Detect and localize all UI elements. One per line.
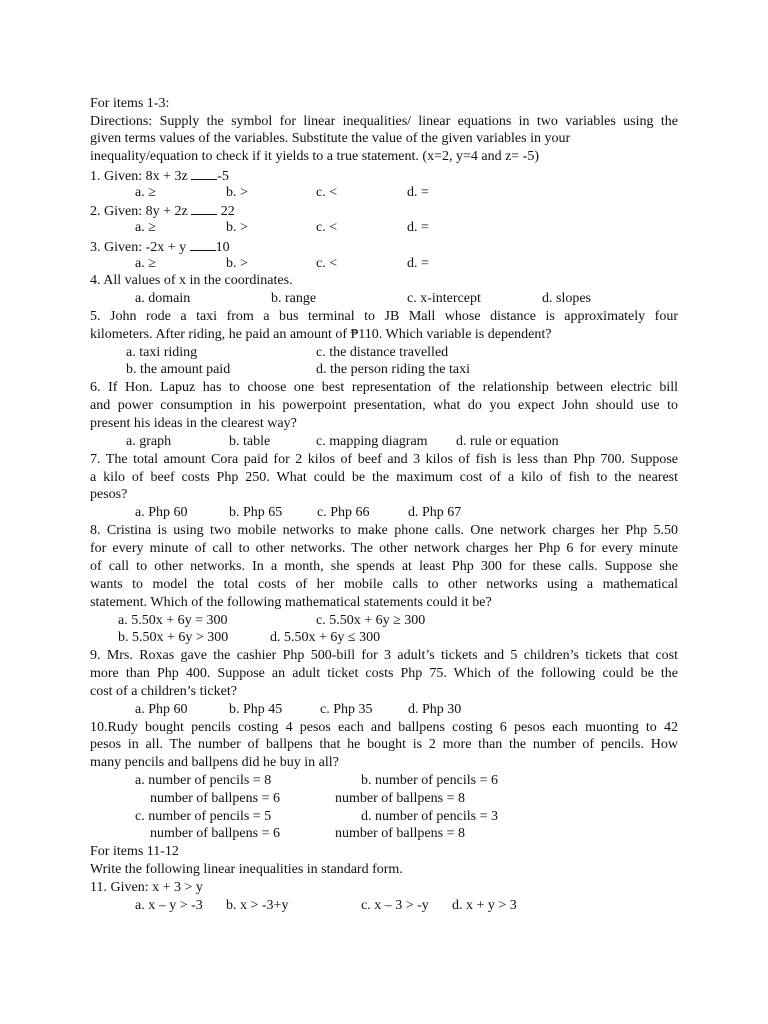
option-c: c. Php 66 bbox=[317, 505, 370, 520]
option-d: d. = bbox=[407, 256, 429, 271]
answer-blank bbox=[191, 201, 217, 215]
option-b: b. Php 45 bbox=[229, 702, 283, 717]
option-b: b. table bbox=[229, 434, 271, 449]
question-9-line-1: 9. Mrs. Roxas gave the cashier Php 500-bill for 3 adult’s tickets and 5 children’s tickets that cost bbox=[90, 648, 678, 663]
question-5-line-2: kilometers. After riding, he paid an amount of ₱110. Which variable is dependent? bbox=[90, 327, 552, 342]
question-9-line-2: more than Php 400. Suppose an adult ticket costs Php 75. Which of the following could be the bbox=[90, 666, 678, 681]
question-3 bbox=[90, 237, 678, 255]
option-a-pencils: a. number of pencils = 8 bbox=[135, 773, 272, 788]
option-c: c. mapping diagram bbox=[316, 434, 428, 449]
question-8-line-2: for every minute of call to other networks. The other network charges her Php 6 for every minute bbox=[90, 541, 678, 556]
option-c-ballpens: number of ballpens = 6 bbox=[150, 826, 280, 841]
question-5-line-1: 5. John rode a taxi from a bus terminal to JB Mall whose distance is approximately four bbox=[90, 309, 678, 324]
option-c: c. x-intercept bbox=[407, 291, 481, 306]
question-8-line-5: statement. Which of the following mathematical statements could it be? bbox=[90, 595, 492, 610]
question-8-line-3: of call to other networks. In a month, she spends at least Php 300 for these calls. Suppose she bbox=[90, 559, 678, 574]
option-d-ballpens: number of ballpens = 8 bbox=[335, 826, 465, 841]
question-10-line-1: 10.Rudy bought pencils costing 4 pesos each and ballpens costing 6 pesos each muonting to 42 bbox=[90, 720, 678, 735]
option-c: c. < bbox=[316, 185, 338, 200]
question-3-given: 3. Given: -2x + y bbox=[90, 240, 190, 255]
option-d-pencils: d. number of pencils = 3 bbox=[361, 809, 498, 824]
option-b: b. > bbox=[226, 220, 248, 235]
option-c-pencils: c. number of pencils = 5 bbox=[135, 809, 272, 824]
question-1-given: 1. Given: 8x + 3z bbox=[90, 169, 192, 184]
question-1 bbox=[90, 166, 678, 184]
option-a: a. ≥ bbox=[135, 256, 156, 271]
items-11-12-directions: Write the following linear inequalities in standard form. bbox=[90, 862, 403, 877]
option-d: d. rule or equation bbox=[456, 434, 559, 449]
directions-line-1: Directions: Supply the symbol for linear inequalities/ linear equations in two variables using the bbox=[90, 114, 678, 129]
option-a-ballpens: number of ballpens = 6 bbox=[150, 791, 280, 806]
question-2 bbox=[90, 201, 678, 219]
option-c: c. Php 35 bbox=[320, 702, 373, 717]
option-a: a. ≥ bbox=[135, 220, 156, 235]
question-7-line-1: 7. The total amount Cora paid for 2 kilos of beef and 3 kilos of fish is less than Php 700. Suppose bbox=[90, 452, 678, 467]
answer-blank bbox=[190, 237, 216, 251]
question-6-line-2: and power consumption in his powerpoint presentation, what do you expect John should use to bbox=[90, 398, 678, 413]
option-b: b. > bbox=[226, 185, 248, 200]
answer-blank bbox=[191, 166, 217, 180]
option-c: c. 5.50x + 6y ≥ 300 bbox=[316, 613, 426, 628]
question-6-line-1: 6. If Hon. Lapuz has to choose one best representation of the relationship between electric bill bbox=[90, 380, 678, 395]
question-2-given: 2. Given: 8y + 2z bbox=[90, 204, 192, 219]
option-a: a. Php 60 bbox=[135, 505, 188, 520]
items-11-12-heading: For items 11-12 bbox=[90, 844, 179, 859]
option-a: a. Php 60 bbox=[135, 702, 188, 717]
option-d: d. slopes bbox=[542, 291, 591, 306]
question-3-value: 10 bbox=[215, 240, 230, 255]
option-c: c. the distance travelled bbox=[316, 345, 449, 360]
option-a: a. taxi riding bbox=[126, 345, 198, 360]
question-4: 4. All values of x in the coordinates. bbox=[90, 273, 293, 288]
question-9-line-3: cost of a children’s ticket? bbox=[90, 684, 237, 699]
question-7-line-3: pesos? bbox=[90, 487, 128, 502]
option-d: d. Php 67 bbox=[408, 505, 462, 520]
option-d: d. Php 30 bbox=[408, 702, 462, 717]
option-a: a. ≥ bbox=[135, 185, 156, 200]
question-8-line-4: wants to model the total costs of her mobile calls to other networks using a mathematical bbox=[90, 577, 678, 592]
directions-line-3: inequality/equation to check if it yields to a true statement. (x=2, y=4 and z= -5) bbox=[90, 149, 540, 164]
question-10-line-3: many pencils and ballpens did he buy in all? bbox=[90, 755, 339, 770]
option-c: c. < bbox=[316, 256, 338, 271]
option-a: a. domain bbox=[135, 291, 191, 306]
option-b-ballpens: number of ballpens = 8 bbox=[335, 791, 465, 806]
question-1-value: -5 bbox=[217, 169, 229, 184]
option-c: c. x – 3 > -y bbox=[361, 898, 429, 913]
question-6-line-3: present his ideas in the clearest way? bbox=[90, 416, 297, 431]
question-7-line-2: a kilo of beef costs Php 250. What could be the maximum cost of a kilo of fish to the nearest bbox=[90, 470, 678, 485]
option-a: a. 5.50x + 6y = 300 bbox=[118, 613, 228, 628]
option-d: d. = bbox=[407, 185, 429, 200]
option-d: d. = bbox=[407, 220, 429, 235]
option-a: a. x – y > -3 bbox=[135, 898, 203, 913]
option-b: b. > bbox=[226, 256, 248, 271]
option-b: b. Php 65 bbox=[229, 505, 283, 520]
option-b-pencils: b. number of pencils = 6 bbox=[361, 773, 498, 788]
question-11: 11. Given: x + 3 > y bbox=[90, 880, 203, 895]
option-b: b. the amount paid bbox=[126, 362, 231, 377]
option-d: d. the person riding the taxi bbox=[316, 362, 470, 377]
option-b: b. 5.50x + 6y > 300 bbox=[118, 630, 229, 645]
directions-line-2: given terms values of the variables. Substitute the value of the given variables in your bbox=[90, 131, 571, 146]
question-2-value: 22 bbox=[217, 204, 235, 219]
option-d: d. x + y > 3 bbox=[452, 898, 517, 913]
option-b: b. range bbox=[271, 291, 317, 306]
option-c: c. < bbox=[316, 220, 338, 235]
option-b: b. x > -3+y bbox=[226, 898, 289, 913]
items-1-3-heading: For items 1-3: bbox=[90, 96, 170, 111]
option-a: a. graph bbox=[126, 434, 172, 449]
question-8-line-1: 8. Cristina is using two mobile networks to make phone calls. One network charges her Php 5.50 bbox=[90, 523, 678, 538]
question-10-line-2: pesos in all. The number of ballpens that he bought is 2 more than the number of pencils. How bbox=[90, 737, 678, 752]
option-d: d. 5.50x + 6y ≤ 300 bbox=[270, 630, 381, 645]
